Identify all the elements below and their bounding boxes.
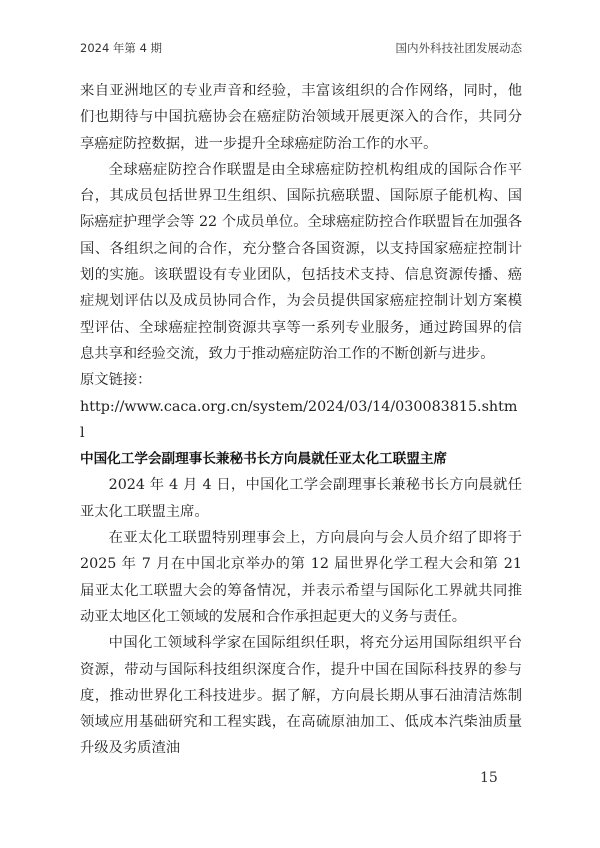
source-link-label: 原文链接： [80,372,152,389]
page-body [80,78,522,762]
paragraph-continued: 来自亚洲地区的专业声音和经验，丰富该组织的合作网络，同时，他们也期待与中国抗癌协会在癌症防治领域开展更深入的合作，共同分享癌症防控数据，进一步提升全球癌症防治工作的水平。 [80,83,522,152]
issue-label: 2024 年第 4 期 [80,41,163,55]
article-title: 中国化工学会副理事长兼秘书长方向晨就任亚太化工联盟主席 [80,451,448,468]
paragraph-international-role: 中国化工领域科学家在国际组织任职，将充分运用国际组织平台资源，带动与国际科技组织深度合作，提升中国在国际科技界的参与度，推动世界化工科技进步。据了解，方向晨长期从事石油清洁炼制领域应用基础研究和工程实践，在高硫原油加工、低成本汽柴油质量升级及劣质渣油 [80,635,522,757]
page-header [80,40,522,56]
paragraph-appointment: 2024 年 4 月 4 日，中国化工学会副理事长兼秘书长方向晨就任亚太化工联盟主席。 [80,477,522,520]
paragraph-alliance-intro: 全球癌症防控合作联盟是由全球癌症防控机构组成的国际合作平台，其成员包括世界卫生组织、国际抗癌联盟、国际原子能机构、国际癌症护理学会等 22 个成员单位。全球癌症防控合作联盟旨在加强各国、各组织之间的合作，充分整合各国资源，以支持国家癌症控制计划的实施。该联盟设有专业团队，包括技术支持、信息资源传播、癌症规划评估以及成员协同合作，为会员提供国家癌症控制计划方案模型评估、全球癌症控制资源共享等一系列专业服务，通过跨国界的信息共享和经验交流，致力于推动癌症防治工作的不断创新与进步。 [80,161,522,362]
paragraph-council-meeting: 在亚太化工联盟特别理事会上，方向晨向与会人员介绍了即将于 2025 年 7 月在中国北京举办的第 12 届世界化学工程大会和第 21 届亚太化工联盟大会的筹备情况，并表示希望与国际化工界就共同推动亚太地区化工领域的发展和合作承担起更大的义务与责任。 [80,530,522,625]
source-link-url[interactable]: http://www.caca.org.cn/system/2024/03/14/030083815.shtml [80,398,518,441]
page-number: 15 [480,770,498,786]
column-title: 国内外科技社团发展动态 [395,41,522,55]
